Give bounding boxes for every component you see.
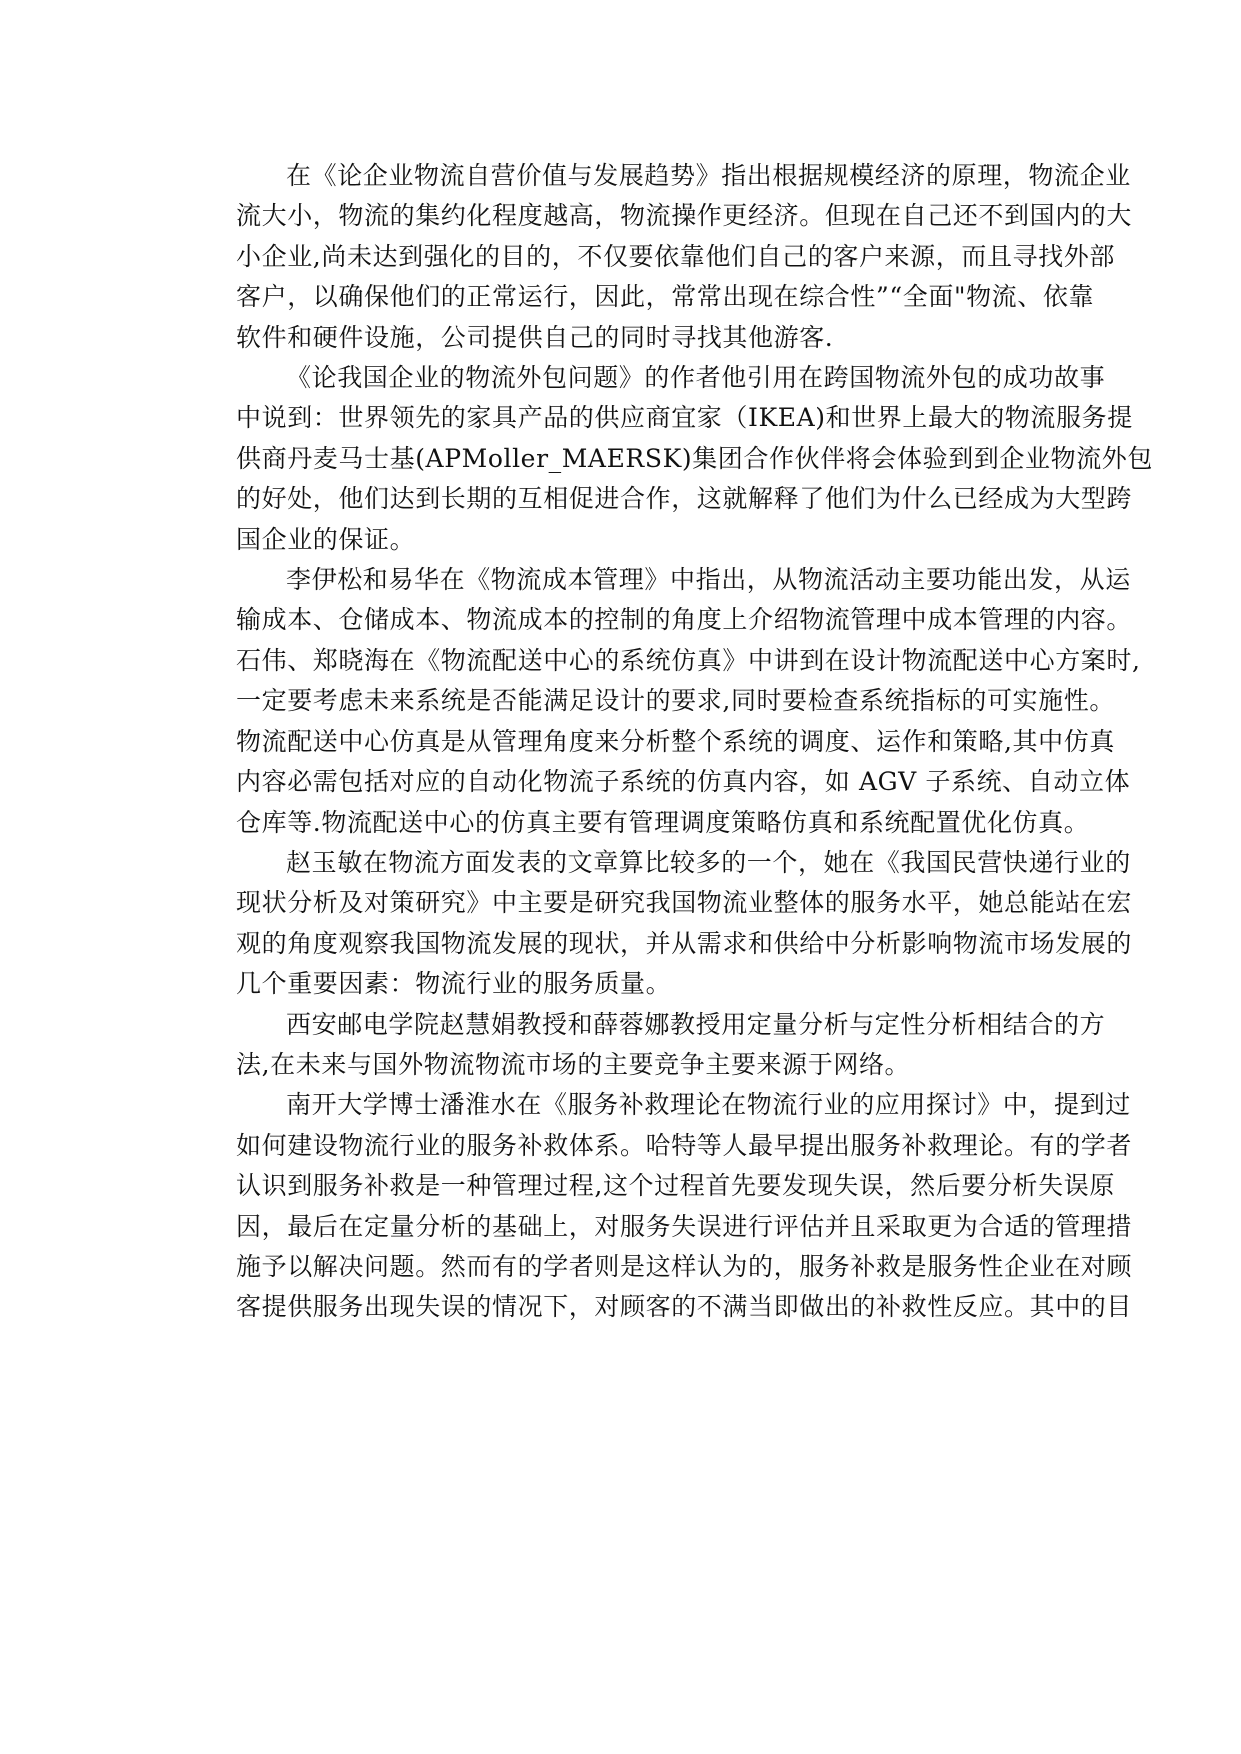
paragraph-6-line-6: 客提供服务出现失误的情况下，对顾客的不满当即做出的补救性反应。其中的目 <box>236 1292 1133 1322</box>
paragraph-6-line-1: 南开大学博士潘淮水在《服务补救理论在物流行业的应用探讨》中，提到过 <box>286 1090 1131 1120</box>
paragraph-2-line-1: 《论我国企业的物流外包问题》的作者他引用在跨国物流外包的成功故事 <box>286 363 1106 393</box>
paragraph-6-line-3: 认识到服务补救是一种管理过程,这个过程首先要发现失误，然后要分析失误原 <box>236 1171 1115 1201</box>
paragraph-1 <box>186 156 1133 358</box>
paragraph-1-line-2: 流大小，物流的集约化程度越高，物流操作更经济。但现在自己还不到国内的大 <box>236 201 1133 231</box>
paragraph-2-line-3: 供商丹麦马士基(APMoller_MAERSK)集团合作伙伴将会体验到到企业物流外包 <box>236 443 1153 473</box>
paragraph-5-line-2: 法,在未来与国外物流物流市场的主要竞争主要来源于网络。 <box>236 1049 911 1079</box>
paragraph-5 <box>186 1005 1106 1086</box>
paragraph-6 <box>186 1085 1133 1327</box>
paragraph-4-line-1: 赵玉敏在物流方面发表的文章算比较多的一个，她在《我国民营快递行业的 <box>286 847 1131 877</box>
paragraph-4-line-2: 现状分析及对策研究》中主要是研究我国物流业整体的服务水平，她总能站在宏 <box>236 888 1133 918</box>
paragraph-2-line-4: 的好处，他们达到长期的互相促进合作，这就解释了他们为什么已经成为大型跨 <box>236 484 1133 514</box>
paragraph-3-line-3: 石伟、郑晓海在《物流配送中心的系统仿真》中讲到在设计物流配送中心方案时, <box>236 645 1141 675</box>
paragraph-6-line-5: 施予以解决问题。然而有的学者则是这样认为的，服务补救是服务性企业在对顾 <box>236 1251 1133 1281</box>
paragraph-6-line-2: 如何建设物流行业的服务补救体系。哈特等人最早提出服务补救理论。有的学者 <box>236 1130 1133 1160</box>
paragraph-2-line-5: 国企业的保证。 <box>236 524 416 554</box>
paragraph-2-line-2: 中说到：世界领先的家具产品的供应商宜家（IKEA)和世界上最大的物流服务提 <box>236 403 1133 433</box>
paragraph-3-line-1: 李伊松和易华在《物流成本管理》中指出，从物流活动主要功能出发，从运 <box>286 565 1131 595</box>
paragraph-3-line-7: 仓库等.物流配送中心的仿真主要有管理调度策略仿真和系统配置优化仿真。 <box>236 807 1090 837</box>
paragraph-4 <box>186 843 1133 1005</box>
paragraph-3-line-2: 输成本、仓储成本、物流成本的控制的角度上介绍物流管理中成本管理的内容。 <box>236 605 1133 635</box>
paragraph-2 <box>186 358 1153 560</box>
paragraph-3-line-4: 一定要考虑未来系统是否能满足设计的要求,同时要检查系统指标的可实施性。 <box>236 686 1115 716</box>
paragraph-6-line-4: 因，最后在定量分析的基础上，对服务失误进行评估并且采取更为合适的管理措 <box>236 1211 1133 1241</box>
paragraph-4-line-4: 几个重要因素：物流行业的服务质量。 <box>236 969 672 999</box>
paragraph-5-line-1: 西安邮电学院赵慧娟教授和薛蓉娜教授用定量分析与定性分析相结合的方 <box>286 1009 1106 1039</box>
paragraph-1-line-4: 客户，以确保他们的正常运行，因此，常常出现在综合性”“全面"物流、依靠 <box>236 282 1095 312</box>
document-body <box>186 156 1153 1328</box>
paragraph-1-line-1: 在《论企业物流自营价值与发展趋势》指出根据规模经济的原理，物流企业 <box>286 161 1131 190</box>
paragraph-1-line-3: 小企业,尚未达到强化的目的，不仅要依靠他们自己的客户来源，而且寻找外部 <box>236 241 1115 271</box>
paragraph-4-line-3: 观的角度观察我国物流发展的现状，并从需求和供给中分析影响物流市场发展的 <box>236 928 1133 958</box>
paragraph-1-line-5: 软件和硬件设施，公司提供自己的同时寻找其他游客. <box>236 322 834 352</box>
paragraph-3-line-5: 物流配送中心仿真是从管理角度来分析整个系统的调度、运作和策略,其中仿真 <box>236 726 1115 756</box>
paragraph-3-line-6: 内容必需包括对应的自动化物流子系统的仿真内容，如 AGV 子系统、自动立体 <box>236 767 1131 797</box>
paragraph-3 <box>186 560 1141 843</box>
